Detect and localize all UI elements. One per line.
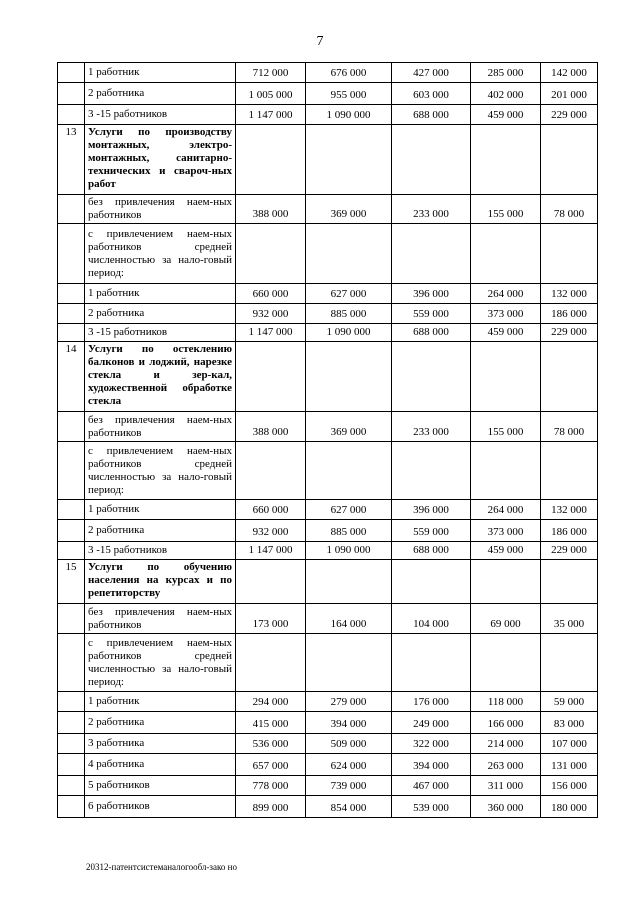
value-cell: 360 000 [471, 796, 541, 818]
row-index [58, 796, 85, 818]
value-cell: 1 005 000 [236, 83, 306, 105]
page-number: 7 [316, 34, 324, 49]
value-cell: 955 000 [306, 83, 392, 105]
tax-rates-table [57, 62, 598, 818]
section-row [58, 125, 598, 195]
row-label: с привлечением наем-ных работников средней численностью за нало-говый период: [85, 224, 236, 284]
value-cell [306, 125, 392, 195]
value-cell: 69 000 [471, 604, 541, 634]
value-cell: 373 000 [471, 520, 541, 542]
row-label: 6 работников [85, 796, 236, 818]
value-cell [541, 342, 598, 412]
table-row [58, 442, 598, 500]
value-cell: 142 000 [541, 63, 598, 83]
row-index [58, 324, 85, 342]
table-row [58, 63, 598, 83]
row-index [58, 412, 85, 442]
value-cell: 778 000 [236, 776, 306, 796]
value-cell: 559 000 [392, 520, 471, 542]
row-label: с привлечением наем-ных работников средней численностью за нало-говый период: [85, 442, 236, 500]
row-label: 5 работников [85, 776, 236, 796]
value-cell: 676 000 [306, 63, 392, 83]
row-index [58, 304, 85, 324]
table-row [58, 105, 598, 125]
value-cell: 229 000 [541, 105, 598, 125]
row-index [58, 195, 85, 224]
table-row [58, 284, 598, 304]
row-index [58, 734, 85, 754]
value-cell: 899 000 [236, 796, 306, 818]
row-index: 14 [58, 342, 85, 412]
table-row [58, 324, 598, 342]
row-label: без привлечения наем-ных работников [85, 604, 236, 634]
value-cell: 263 000 [471, 754, 541, 776]
value-cell: 1 090 000 [306, 105, 392, 125]
value-cell: 402 000 [471, 83, 541, 105]
section-title: Услуги по производству монтажных, электро-монтажных, санитарно-технических и свароч-ных работ [85, 125, 236, 195]
table-row [58, 604, 598, 634]
value-cell: 459 000 [471, 324, 541, 342]
table-row [58, 412, 598, 442]
row-label: 1 работник [85, 63, 236, 83]
value-cell: 118 000 [471, 692, 541, 712]
value-cell: 201 000 [541, 83, 598, 105]
value-cell: 536 000 [236, 734, 306, 754]
value-cell: 173 000 [236, 604, 306, 634]
value-cell: 712 000 [236, 63, 306, 83]
row-label: 3 -15 работников [85, 105, 236, 125]
row-label: 1 работник [85, 692, 236, 712]
row-index: 13 [58, 125, 85, 195]
table-row [58, 634, 598, 692]
document-footer: 20312-патентсистеманалогообл-зако но [86, 862, 237, 872]
value-cell: 166 000 [471, 712, 541, 734]
value-cell: 132 000 [541, 284, 598, 304]
table-row [58, 195, 598, 224]
value-cell: 180 000 [541, 796, 598, 818]
row-label: 1 работник [85, 284, 236, 304]
row-index [58, 604, 85, 634]
table-row [58, 542, 598, 560]
value-cell [471, 634, 541, 692]
table-row [58, 712, 598, 734]
value-cell: 932 000 [236, 520, 306, 542]
value-cell [236, 634, 306, 692]
row-label: 2 работника [85, 712, 236, 734]
value-cell: 688 000 [392, 105, 471, 125]
value-cell [541, 634, 598, 692]
value-cell: 322 000 [392, 734, 471, 754]
table-row [58, 83, 598, 105]
value-cell [471, 560, 541, 604]
value-cell [236, 125, 306, 195]
row-index [58, 224, 85, 284]
value-cell [236, 560, 306, 604]
table-row [58, 500, 598, 520]
table-row [58, 776, 598, 796]
value-cell [392, 634, 471, 692]
row-index [58, 520, 85, 542]
value-cell: 107 000 [541, 734, 598, 754]
value-cell: 1 147 000 [236, 324, 306, 342]
section-row [58, 560, 598, 604]
value-cell [236, 342, 306, 412]
value-cell: 885 000 [306, 520, 392, 542]
value-cell: 885 000 [306, 304, 392, 324]
value-cell [392, 125, 471, 195]
value-cell: 176 000 [392, 692, 471, 712]
value-cell [392, 560, 471, 604]
row-index [58, 63, 85, 83]
section-row [58, 342, 598, 412]
value-cell: 1 090 000 [306, 542, 392, 560]
value-cell: 624 000 [306, 754, 392, 776]
value-cell [306, 560, 392, 604]
value-cell: 627 000 [306, 500, 392, 520]
value-cell: 688 000 [392, 542, 471, 560]
value-cell: 156 000 [541, 776, 598, 796]
value-cell: 249 000 [392, 712, 471, 734]
value-cell [541, 224, 598, 284]
table-body [58, 63, 598, 818]
value-cell: 854 000 [306, 796, 392, 818]
table-row [58, 796, 598, 818]
value-cell [541, 442, 598, 500]
row-index [58, 692, 85, 712]
value-cell: 388 000 [236, 412, 306, 442]
value-cell: 233 000 [392, 412, 471, 442]
row-index [58, 542, 85, 560]
value-cell: 369 000 [306, 412, 392, 442]
table-row [58, 520, 598, 542]
table-row [58, 692, 598, 712]
value-cell: 396 000 [392, 284, 471, 304]
value-cell: 155 000 [471, 412, 541, 442]
value-cell: 264 000 [471, 500, 541, 520]
value-cell [392, 342, 471, 412]
value-cell: 688 000 [392, 324, 471, 342]
value-cell: 78 000 [541, 195, 598, 224]
value-cell [541, 560, 598, 604]
value-cell: 396 000 [392, 500, 471, 520]
table-row [58, 754, 598, 776]
value-cell: 233 000 [392, 195, 471, 224]
value-cell: 131 000 [541, 754, 598, 776]
value-cell [541, 125, 598, 195]
value-cell: 539 000 [392, 796, 471, 818]
value-cell: 932 000 [236, 304, 306, 324]
value-cell [471, 125, 541, 195]
row-label: с привлечением наем-ных работников средней численностью за нало-говый период: [85, 634, 236, 692]
row-index [58, 442, 85, 500]
value-cell: 78 000 [541, 412, 598, 442]
value-cell: 559 000 [392, 304, 471, 324]
value-cell: 1 147 000 [236, 542, 306, 560]
value-cell: 394 000 [392, 754, 471, 776]
value-cell: 369 000 [306, 195, 392, 224]
value-cell [306, 442, 392, 500]
table-row [58, 304, 598, 324]
value-cell [471, 342, 541, 412]
value-cell [471, 224, 541, 284]
value-cell: 467 000 [392, 776, 471, 796]
value-cell: 509 000 [306, 734, 392, 754]
value-cell: 427 000 [392, 63, 471, 83]
row-label: без привлечения наем-ных работников [85, 412, 236, 442]
value-cell: 214 000 [471, 734, 541, 754]
value-cell: 279 000 [306, 692, 392, 712]
section-title: Услуги по обучению населения на курсах и по репетиторству [85, 560, 236, 604]
value-cell: 373 000 [471, 304, 541, 324]
row-index [58, 754, 85, 776]
value-cell: 294 000 [236, 692, 306, 712]
value-cell [236, 224, 306, 284]
table-row [58, 224, 598, 284]
row-index [58, 83, 85, 105]
value-cell: 229 000 [541, 542, 598, 560]
value-cell [306, 634, 392, 692]
row-label: 2 работника [85, 304, 236, 324]
row-label: 1 работник [85, 500, 236, 520]
value-cell: 285 000 [471, 63, 541, 83]
row-index: 15 [58, 560, 85, 604]
value-cell: 415 000 [236, 712, 306, 734]
value-cell: 627 000 [306, 284, 392, 304]
value-cell: 657 000 [236, 754, 306, 776]
value-cell: 132 000 [541, 500, 598, 520]
value-cell: 59 000 [541, 692, 598, 712]
value-cell: 35 000 [541, 604, 598, 634]
value-cell: 459 000 [471, 105, 541, 125]
row-label: 3 -15 работников [85, 324, 236, 342]
section-title: Услуги по остеклению балконов и лоджий, нарезке стекла и зер-кал, художественной обработке стекла [85, 342, 236, 412]
value-cell: 229 000 [541, 324, 598, 342]
value-cell: 155 000 [471, 195, 541, 224]
row-index [58, 284, 85, 304]
value-cell: 1 090 000 [306, 324, 392, 342]
value-cell: 104 000 [392, 604, 471, 634]
row-label: 4 работника [85, 754, 236, 776]
row-index [58, 500, 85, 520]
value-cell: 394 000 [306, 712, 392, 734]
value-cell: 603 000 [392, 83, 471, 105]
value-cell: 311 000 [471, 776, 541, 796]
value-cell: 83 000 [541, 712, 598, 734]
value-cell: 1 147 000 [236, 105, 306, 125]
value-cell: 660 000 [236, 284, 306, 304]
row-label: 2 работника [85, 83, 236, 105]
row-label: 2 работника [85, 520, 236, 542]
value-cell: 660 000 [236, 500, 306, 520]
value-cell [392, 224, 471, 284]
table-row [58, 734, 598, 754]
value-cell [306, 342, 392, 412]
value-cell: 186 000 [541, 520, 598, 542]
value-cell: 186 000 [541, 304, 598, 324]
value-cell [306, 224, 392, 284]
row-index [58, 776, 85, 796]
row-label: 3 работника [85, 734, 236, 754]
row-index [58, 634, 85, 692]
value-cell: 459 000 [471, 542, 541, 560]
value-cell [471, 442, 541, 500]
value-cell [236, 442, 306, 500]
row-label: 3 -15 работников [85, 542, 236, 560]
row-label: без привлечения наем-ных работников [85, 195, 236, 224]
value-cell: 739 000 [306, 776, 392, 796]
value-cell: 264 000 [471, 284, 541, 304]
value-cell [392, 442, 471, 500]
row-index [58, 105, 85, 125]
value-cell: 388 000 [236, 195, 306, 224]
value-cell: 164 000 [306, 604, 392, 634]
row-index [58, 712, 85, 734]
